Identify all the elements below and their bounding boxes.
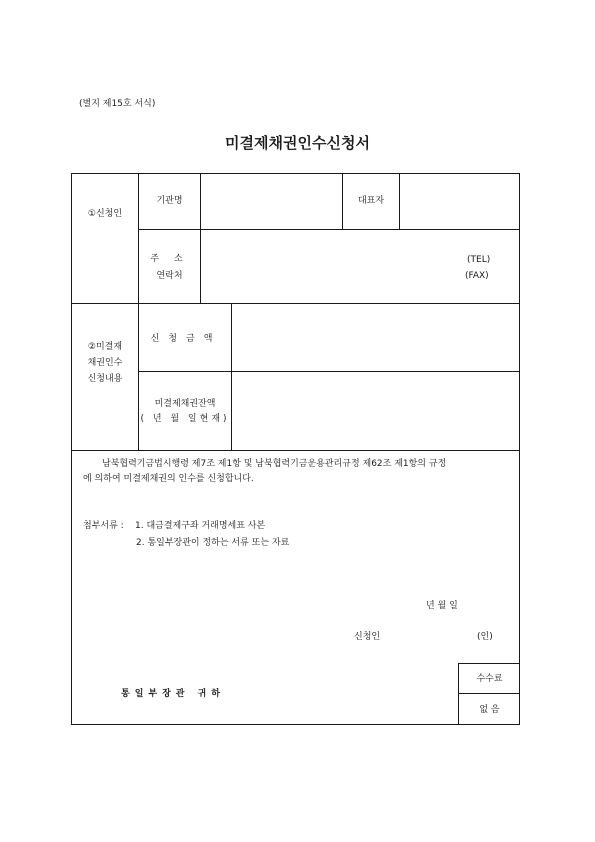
application-amount-label: 신청금액 — [150, 334, 222, 344]
fax-label: (FAX) — [465, 271, 489, 281]
divider — [399, 173, 400, 229]
seal-placeholder[interactable]: (인) — [477, 632, 493, 642]
fee-label: 수수료 — [476, 674, 503, 684]
divider — [458, 693, 520, 694]
address-label: 주 소 — [150, 254, 189, 264]
attachment-item: 1. 대금결제구좌 거래명세표 사본 — [135, 521, 266, 531]
addressee: 통일부장관 귀하 — [121, 689, 225, 699]
fee-value: 없 음 — [479, 705, 500, 715]
application-date[interactable]: 년 월 일 — [426, 601, 458, 611]
org-name-label: 기관명 — [156, 196, 183, 206]
claim-section-label: 신청내용 — [87, 374, 123, 384]
attachments-label: 첨부서류 : — [83, 521, 124, 531]
outstanding-balance-field[interactable] — [236, 405, 514, 416]
application-amount-field[interactable] — [236, 334, 514, 345]
applicant-section-label: ①신청인 — [87, 209, 123, 219]
divider — [138, 371, 520, 372]
form-number: (별지 제15호 서식) — [79, 99, 156, 109]
divider — [200, 173, 201, 303]
application-statement: 남북협력기금법시행령 제7조 제1항 및 남북협력기금운용관리규정 제62조 제1항의 규정 — [102, 459, 447, 469]
page-title: 미결제채권인수신청서 — [225, 134, 370, 152]
claim-section-label: ②미결재 — [87, 342, 123, 352]
as-of-date-label: ( 년 월 일현재) — [140, 414, 230, 424]
divider — [138, 229, 520, 230]
org-name-field[interactable] — [205, 196, 337, 207]
tel-label: (TEL) — [467, 255, 491, 265]
representative-label: 대표자 — [357, 196, 385, 206]
application-statement: 에 의하여 미결제채권의 인수를 신청합니다. — [83, 474, 254, 484]
outstanding-balance-label: 미결제채권잔액 — [154, 399, 216, 409]
attachment-item: 2. 통일부장관이 정하는 서류 또는 자료 — [136, 538, 290, 548]
representative-field[interactable] — [404, 196, 516, 207]
divider — [231, 303, 232, 450]
applicant-signature-label: 신청인 — [354, 632, 381, 642]
divider — [458, 663, 520, 664]
claim-section-label: 채권인수 — [87, 358, 123, 368]
contact-label: 연락처 — [156, 271, 183, 281]
divider — [71, 450, 520, 451]
